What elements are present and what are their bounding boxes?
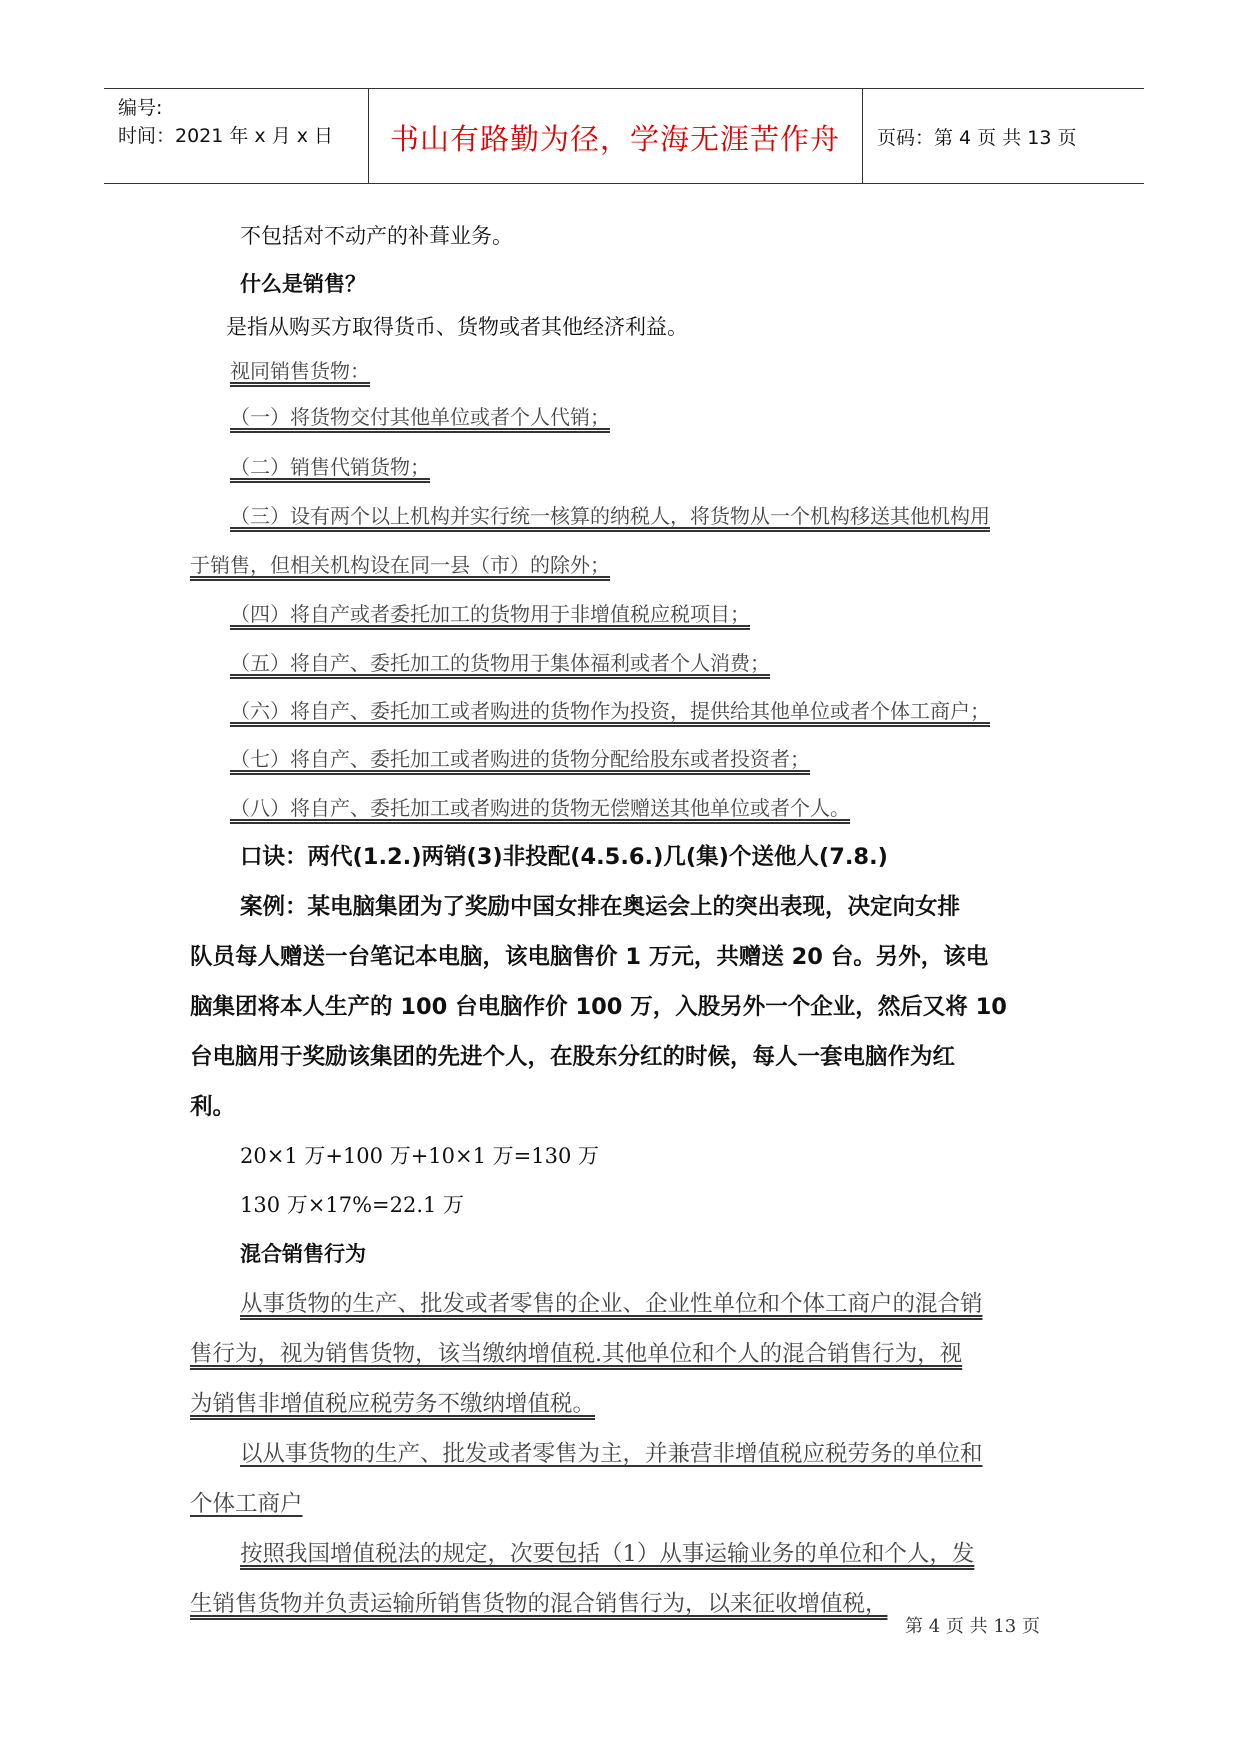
document-number-label: 编号: xyxy=(118,97,163,119)
paragraph-line: 从事货物的生产、批发或者零售的企业、企业性单位和个体工商户的混合销 xyxy=(240,1291,983,1317)
list-item: （八）将自产、委托加工或者购进的货物无偿赠送其他单位或者个人。 xyxy=(230,796,850,820)
paragraph-line: 按照我国增值税法的规定，次要包括（1）从事运输业务的单位和个人，发 xyxy=(240,1541,975,1567)
calculation-line: 20×1 万+100 万+10×1 万=130 万 xyxy=(240,1144,600,1168)
list-heading: 视同销售货物： xyxy=(230,359,370,383)
case-paragraph-line: 队员每人赠送一台笔记本电脑，该电脑售价 1 万元，共赠送 20 台。另外，该电 xyxy=(190,944,989,970)
paragraph-line: 为销售非增值税应税劳务不缴纳增值税。 xyxy=(190,1391,596,1417)
mnemonic-line: 口诀：两代(1.2.)两销(3)非投配(4.5.6.)几(集)个送他人(7.8.) xyxy=(240,844,888,870)
paragraph-line: 售行为，视为销售货物，该当缴纳增值税.其他单位和个人的混合销售行为，视 xyxy=(190,1341,963,1367)
case-paragraph-line: 脑集团将本人生产的 100 台电脑作价 100 万，入股另外一个企业，然后又将 10 xyxy=(190,994,1007,1020)
list-item: （一）将货物交付其他单位或者个人代销； xyxy=(230,405,610,429)
calculation-line: 130 万×17%=22.1 万 xyxy=(240,1193,465,1217)
case-paragraph-line: 利。 xyxy=(190,1094,236,1120)
header-page-info: 页码：第 4 页 共 13 页 xyxy=(877,127,1077,149)
header-right-cell xyxy=(863,89,1144,183)
paragraph-line: 生销售货物并负责运输所销售货物的混合销售行为，以来征收增值税， xyxy=(190,1591,888,1617)
paragraph-line: 以从事货物的生产、批发或者零售为主，并兼营非增值税应税劳务的单位和 xyxy=(240,1441,983,1467)
list-item: （二）销售代销货物； xyxy=(230,455,430,479)
header-center-cell xyxy=(368,89,863,183)
list-item: （三）设有两个以上机构并实行统一核算的纳税人，将货物从一个机构移送其他机构用 xyxy=(230,504,990,528)
section-heading: 混合销售行为 xyxy=(240,1242,366,1266)
header-motto: 书山有路勤为径，学海无涯苦作舟 xyxy=(389,122,840,156)
footer-page-info: 第 4 页 共 13 页 xyxy=(905,1616,1040,1637)
section-heading: 什么是销售？ xyxy=(240,272,366,296)
list-item: （七）将自产、委托加工或者购进的货物分配给股东或者投资者； xyxy=(230,747,810,771)
document-header xyxy=(104,88,1144,184)
paragraph-line: 个体工商户 xyxy=(190,1491,303,1517)
list-item: （六）将自产、委托加工或者购进的货物作为投资，提供给其他单位或者个体工商户； xyxy=(230,699,990,723)
list-item-continuation: 于销售，但相关机构设在同一县（市）的除外； xyxy=(190,553,610,577)
list-item: （五）将自产、委托加工的货物用于集体福利或者个人消费； xyxy=(230,651,770,675)
body-line: 不包括对不动产的补葺业务。 xyxy=(240,224,513,248)
document-time-label: 时间：2021 年 x 月 x 日 xyxy=(118,125,334,147)
case-paragraph-line: 台电脑用于奖励该集团的先进个人，在股东分红的时候，每人一套电脑作为红 xyxy=(190,1044,956,1070)
header-left-cell xyxy=(104,89,369,183)
list-item: （四）将自产或者委托加工的货物用于非增值税应税项目； xyxy=(230,602,750,626)
body-line: 是指从购买方取得货币、货物或者其他经济利益。 xyxy=(226,315,688,339)
case-paragraph-line: 案例：某电脑集团为了奖励中国女排在奥运会上的突出表现，决定向女排 xyxy=(240,894,961,920)
